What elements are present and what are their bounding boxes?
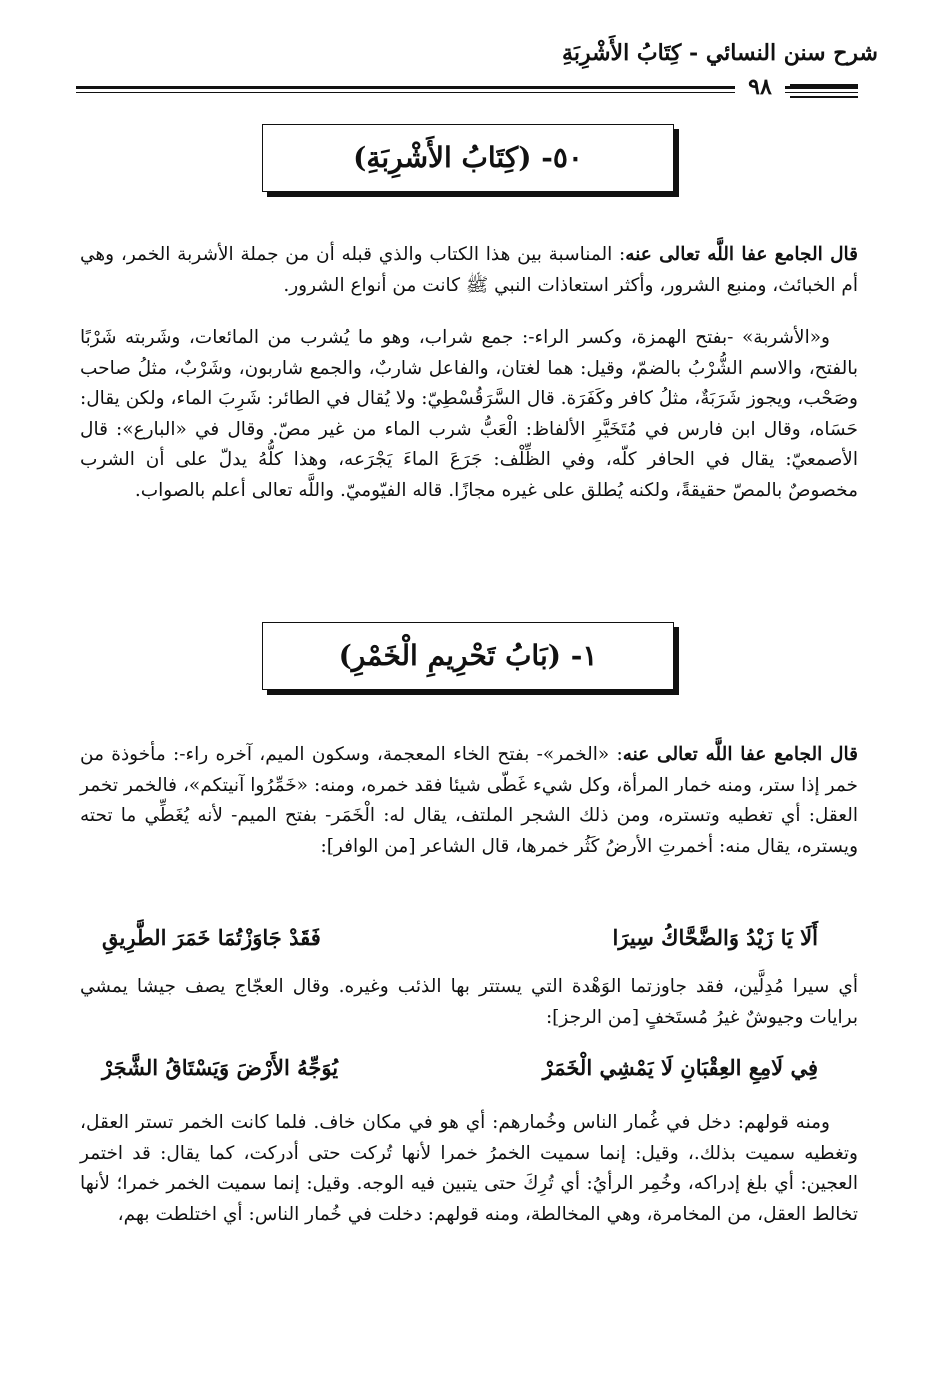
intro-paragraph xyxy=(80,240,858,301)
paragraph-text: و«الأشربة» -بفتح الهمزة، وكسر الراء-: جمع شراب، وهو ما يُشرب من المائعات، وشَربته شَرْبًا بالفتح، والاسم الشُّرْبُ بالضمّ، وقيل: هما لغتان، والفاعل شاربٌ، والجمع شاربون، وشَرْبٌ، مثلُ صاحب وصَحْب، ويجوز شَرَبَةٌ، مثلُ كافر وكَفَرَة. قال السَّرَقُسْطِيّ: ولا يُقال في الطائر: شَرِبَ الماء، ولكن يقال: حَسَاه، وقال ابن فارس في مُتَخَيَّرِ الألفاظ: الْعَبُّ شرب الماء من غير مصّ. وقال في «البارع»: قال الأصمعيّ: يقال في الحافر كلّه، وفي الظِّلْف: جَرَعَ الماءَ يَجْرَعه، وهذا كلُّهُ يدلّ على أن الشرب مخصوصٌ بالمصّ حقيقةً، ولكنه يُطلق على غيره مجازًا. قاله الفيّوميّ. واللَّه تعالى أعلم بالصواب. xyxy=(80,327,858,501)
paragraph-text: : «الخمر»- بفتح الخاء المعجمة، وسكون الميم، آخره راء-: مأخوذة من خمر إذا ستر، ومنه خمار المرأة، وكل شيء غَطّى شيئا فقد خمره، ومنه: «خَمِّرُوا آنيتكم»، فالخمر تخمر العقل: أي تغطيه وتستره، ومن ذلك الشجر الملتف، يقال له: الْخَمَر- بفتح الميم- لأنه يُغَطِّي ما تحته ويستره، يقال منه: أخمرتِ الأرضُ كَثُر خمرها، قال الشاعر [من الوافر]: xyxy=(80,744,858,857)
chapter-title-box xyxy=(262,124,674,192)
running-title: شرح سنن النسائي - كِتَابُ الأَشْرِبَةِ xyxy=(562,40,878,66)
paragraph-lead: قال الجامع عفا اللَّه تعالى عنه xyxy=(625,244,858,265)
verse-hemistich: فِي لَامِعِ العِقْبَانِ لَا يَمْشِي الْخَمَرْ xyxy=(542,1055,818,1080)
page-number-rule xyxy=(790,84,858,98)
paragraph-text: أي سيرا مُدِلَّين، فقد جاوزتما الوَهْدة التي يستتر بها الذئب وغيره. وقال العجّاج يصف جيشا يمشي برايات وجيوشٌ غيرُ مُستَخفٍ [من الرجز]: xyxy=(80,976,858,1028)
definition-paragraph xyxy=(80,323,858,506)
paragraph-text: : المناسبة بين هذا الكتاب والذي قبله أن من جملة الأشربة الخمر، وهي أم الخبائث، ومنبع الشرور، وأكثر استعاذات النبي ﷺ كانت من أنواع الشرور. xyxy=(80,244,858,296)
explanation-paragraph xyxy=(80,972,858,1033)
paragraph-lead: قال الجامع عفا اللَّه تعالى عنه xyxy=(622,744,858,765)
poetry-verse xyxy=(102,1050,818,1086)
section-title: ١- (بَابُ تَحْرِيمِ الْخَمْرِ) xyxy=(338,639,598,672)
etymology-paragraph xyxy=(80,1108,858,1230)
poetry-verse xyxy=(102,920,818,956)
khamr-paragraph xyxy=(80,740,858,862)
verse-hemistich: أَلَا يَا زَيْدُ وَالضَّحَّاكُ سِيرَا xyxy=(612,925,818,950)
section-title-box xyxy=(262,622,674,690)
page-number: ٩٨ xyxy=(735,74,785,100)
paragraph-text: ومنه قولهم: دخل في غُمار الناس وخُمارهم: أي هو في مكان خاف. فلما كانت الخمر تستر العقل، وتغطيه سميت بذلك.، وقيل: إنما سميت الخمرُ خمرا لأنها تُركت حتى أدركت، كما يقال: قد اختمر العجين: أي بلغ إدراكه، وخُمِر الرأيُ: أي تُرِكَ حتى يتبين فيه الوجه. وقيل: إنما سميت الخمر خمرا؛ لأنها تخالط العقل، من المخامرة، وهي المخالطة، ومنه قولهم: دخلت في خُمار الناس: أي اختلطت بهم، xyxy=(80,1112,858,1225)
verse-hemistich: يُوَجِّهُ الأَرْضَ وَيَسْتَاقُ الشَّجَرْ xyxy=(102,1055,339,1080)
verse-hemistich: فَقَدْ جَاوَزْتُمَا خَمَرَ الطَّرِيقِ xyxy=(102,925,321,950)
chapter-title: ٥٠- (كِتَابُ الأَشْرِبَةِ) xyxy=(353,141,583,174)
